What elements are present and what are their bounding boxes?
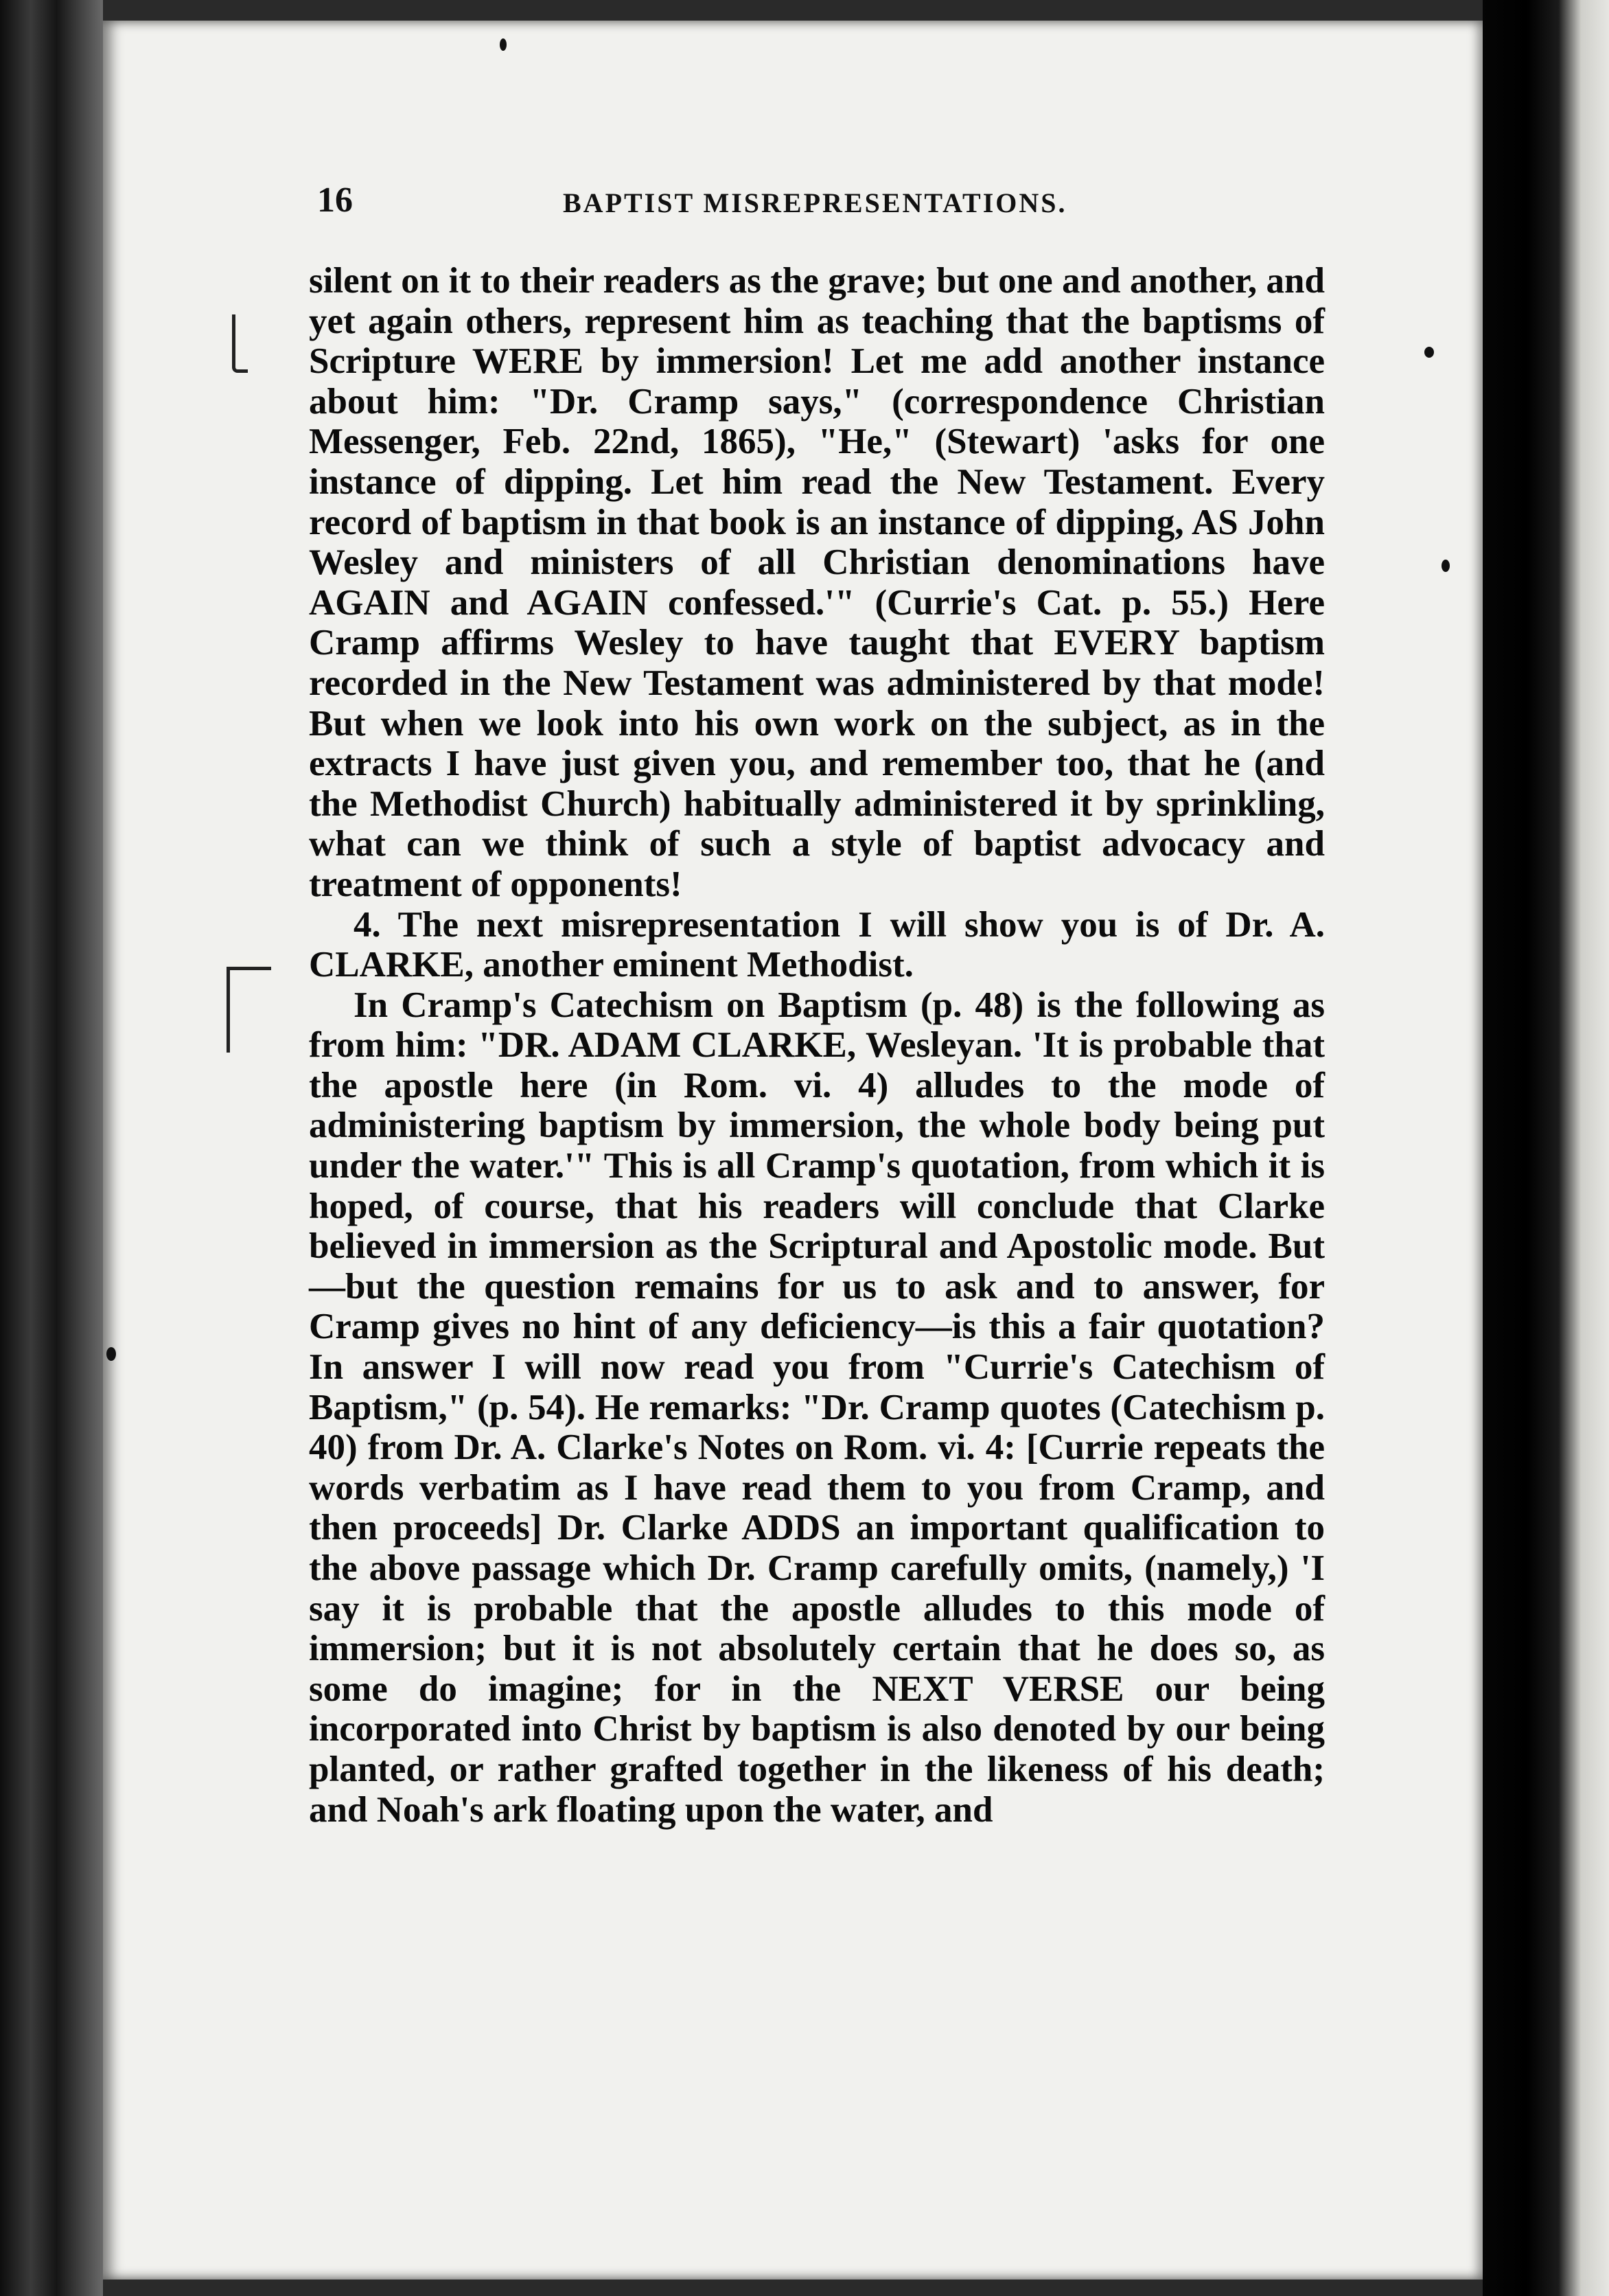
paragraph: silent on it to their readers as the grave; but one and another, and yet again others, represent him as teaching that the baptisms of Scripture WERE by immersion! Let me add another instance about him: "Dr. Cramp says," (correspondence Christian Messenger, Feb. 22nd, 1865), "He," (Stewart) 'asks for one instance of dipping. Let him read the New Testament. Every record of baptism in that book is an instance of dipping, AS John Wesley and ministers of all Christian denominations have AGAIN and AGAIN confessed.'" (Currie's Cat. p. 55.) Here Cramp affirms Wesley to have taught that EVERY baptism recorded in the New Testament was administered by that mode! But when we look into his own work on the subject, as in the extracts I have just given you, and remember too, that he (and the Methodist Church) habitually administered it by sprinkling, what can we think of such a style of baptist advocacy and treatment of opponents! xyxy=(309,261,1325,904)
paragraph: 4. The next misrepresentation I will show you is of Dr. A. CLARKE, another eminent Methodist. xyxy=(309,904,1325,985)
ink-speck xyxy=(1424,347,1434,358)
page-header xyxy=(317,180,1127,228)
margin-bracket-mark xyxy=(227,967,271,1053)
ink-speck xyxy=(1442,560,1450,572)
scan-left-edge xyxy=(0,0,103,2296)
scan-right-edge xyxy=(1483,0,1609,2296)
paragraph: In Cramp's Catechism on Baptism (p. 48) is the following as from him: "DR. ADAM CLARKE, Wesleyan. 'It is probable that the apostle here (in Rom. vi. 4) alludes to the mode of administering baptism by immersion, the whole body being put under the water.'" This is all Cramp's quotation, from which it is hoped, of course, that his readers will conclude that Clarke believed in immersion as the Scriptural and Apostolic mode. But—but the question remains for us to ask and to answer, for Cramp gives no hint of any deficiency—is this a fair quotation? In answer I will now read you from "Currie's Catechism of Baptism," (p. 54). He remarks: "Dr. Cramp quotes (Catechism p. 40) from Dr. A. Clarke's Notes on Rom. vi. 4: [Currie repeats the words verbatim as I have read them to you from Cramp, and then proceeds] Dr. Clarke ADDS an important qualification to the above passage which Dr. Cramp carefully omits, (namely,) 'I say it is probable that the apostle alludes to this mode of immersion; but it is not absolutely certain that he does so, as some do imagine; for in the NEXT VERSE our being incorporated into Christ by baptism is also denoted by our being planted, or rather grafted together in the likeness of his death; and Noah's ark floating upon the water, and xyxy=(309,985,1325,1830)
ink-speck xyxy=(106,1347,116,1361)
running-head: BAPTIST MISREPRESENTATIONS. xyxy=(563,187,1067,218)
page-number: 16 xyxy=(317,181,353,220)
margin-bracket-mark xyxy=(232,314,248,373)
body-text xyxy=(309,261,1325,1830)
ink-speck xyxy=(500,38,507,51)
